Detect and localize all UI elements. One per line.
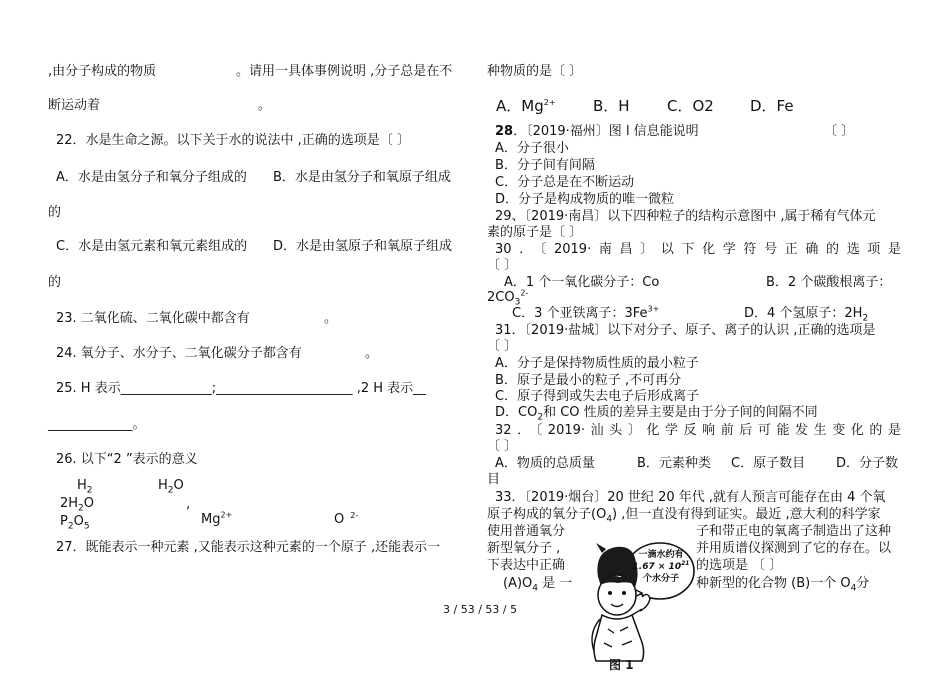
- formula-2h2o-sub: 2: [78, 503, 84, 514]
- q33-option-a-text2: 是 一: [538, 576, 573, 591]
- question-33-line2: [487, 507, 881, 523]
- q22-option-a: A．水是由氢分子和氧分子组成的: [56, 170, 247, 185]
- formula-mg-ion: [201, 512, 232, 528]
- bubble-text-2: [632, 562, 690, 572]
- figure-caption: 图 1: [609, 658, 634, 672]
- q32-option-d-cont: 目: [487, 472, 501, 487]
- formula-o-ion: [334, 512, 358, 528]
- formula-h2-text: H: [77, 478, 87, 493]
- question-33-line5-left: 下表达中正确: [487, 558, 566, 573]
- q30-option-d: [744, 306, 868, 322]
- question-25: 25. H 表示______________;_____________________ ,2 H 表示__: [56, 381, 427, 396]
- formula-o-text: O: [334, 512, 345, 527]
- formula-p2o5-sub2: 5: [83, 521, 90, 532]
- q22-option-d: D．水是由氢原子和氧原子组成: [273, 239, 453, 254]
- q30-option-c-sup: 3+: [647, 304, 660, 314]
- question-31: 31．〔2019·盐城〕以下对分子、原子、离子的认识 ,正确的选项是: [495, 323, 876, 338]
- q30-option-b-cont: [487, 290, 528, 306]
- q33-line2-text2: ) ,但一直没有得到证实。最近 ,意大利的科学家: [612, 507, 881, 522]
- formula-p2o5-sub1: 2: [67, 521, 74, 532]
- left-line-2a: 断运动着: [48, 98, 101, 113]
- left-line-1b: 。请用一具体事例说明 ,分子总是在不: [236, 64, 453, 79]
- question-28: [495, 124, 699, 140]
- page-number: 3 / 53 / 53 / 5: [443, 603, 518, 616]
- q28-option-d: D．分子是构成物质的唯一微粒: [495, 192, 675, 207]
- q32-option-b: B．元素种类: [637, 456, 711, 471]
- q33-option-a-text: (A)O: [503, 576, 533, 591]
- q30-option-c-text: C．3 个亚铁离子：3Fe: [512, 306, 648, 321]
- q30-option-b-formula: 2CO: [487, 290, 515, 305]
- formula-mg-text: Mg: [201, 512, 221, 527]
- question-33-line3-left: 使用普通氧分: [487, 524, 566, 539]
- q30-option-b-sup: 2-: [520, 288, 529, 298]
- q30-option-a: A．1 个一氧化碳分子：Co: [504, 275, 660, 290]
- formula-h2o: [158, 478, 184, 494]
- question-30: 30．〔2019·南昌〕以下化学符号正确的选项是: [495, 242, 901, 257]
- q22-option-d-cont: 的: [48, 275, 62, 290]
- question-30-cont: 〔 〕: [487, 258, 518, 273]
- q31-option-a: A．分子是保持物质性质的最小粒子: [495, 356, 699, 371]
- q28-option-a: A．分子很小: [495, 141, 569, 156]
- q28-option-c: C．分子总是在不断运动: [495, 175, 635, 190]
- formula-h2o-text2: O: [173, 478, 184, 493]
- formula-mg-sup: 2+: [220, 510, 233, 520]
- q23-end: 。: [324, 311, 338, 326]
- question-33-line4-left: 新型氧分子 ,: [487, 541, 561, 556]
- q33-option-a-sub: 4: [532, 583, 539, 594]
- question-25-cont: _____________。: [48, 417, 146, 432]
- q32-option-a: A．物质的总质量: [495, 456, 595, 471]
- question-32: 32．〔2019·汕头〕化学反响前后可能发生变化的是: [495, 423, 901, 438]
- q31-option-c: C．原子得到或失去电子后形成离子: [495, 389, 700, 404]
- left-line-2b: 。: [258, 98, 272, 113]
- question-23: 23. 二氧化硫、二氧化碳中都含有: [56, 311, 250, 326]
- q27-option-b: B．H: [593, 97, 630, 115]
- q22-option-c: C．水是由氢元素和氧元素组成的: [56, 239, 248, 254]
- question-26: 26. 以下“2 ”表示的意义: [56, 452, 198, 467]
- bubble-exponent: 21: [681, 560, 690, 567]
- question-33-line5-right: 的选项是 〔 〕: [696, 558, 783, 573]
- q27-cont: 种物质的是〔 〕: [487, 64, 583, 79]
- q30-option-b-sub: 3: [514, 297, 521, 308]
- q30-option-d-sub: 2: [862, 313, 869, 324]
- left-line-1: [48, 64, 156, 80]
- question-28-number: 28: [495, 124, 514, 139]
- q28-option-b: B．分子间有间隔: [495, 158, 595, 173]
- q22-option-b: B．水是由氢分子和氧原子组成: [273, 170, 451, 185]
- bubble-text-1: 一滴水约有: [638, 550, 684, 560]
- formula-2h2o-text: 2H: [60, 496, 79, 511]
- question-28-bracket: 〔 〕: [824, 124, 855, 139]
- question-31-cont: 〔 〕: [487, 339, 518, 354]
- formula-2h2o-text2: O: [83, 496, 95, 511]
- q31-option-d-text2: 和 CO 性质的差异主要是由于分子间的间隔不同: [543, 405, 818, 420]
- q30-option-d-text: D．4 个氢原子：2H: [744, 306, 863, 321]
- q31-option-b: B．原子是最小的粒子 ,不可再分: [495, 373, 682, 388]
- formula-p2o5-text2: O: [73, 514, 84, 529]
- q27-option-a: [496, 97, 556, 115]
- formula-h2-sub: 2: [86, 485, 93, 496]
- figure-1-illustration: [584, 533, 696, 672]
- question-28-text: ．〔2019·福州〕图 l 信息能说明: [513, 124, 699, 139]
- formula-h2o-text: H: [158, 478, 168, 493]
- q33-line2-text: 原子构成的氧分子(O: [487, 507, 607, 522]
- q27-option-d: D．Fe: [750, 97, 794, 115]
- question-33-line3-right: 子和带正电的氧离子制造出了这种: [696, 524, 892, 539]
- q27-option-c: C．O2: [667, 97, 714, 115]
- formula-p2o5: [60, 514, 90, 530]
- question-29-cont: 素的原子是〔 〕: [487, 225, 583, 240]
- question-27: 27．既能表示一种元素 ,又能表示这种元素的一个原子 ,还能表示一: [56, 540, 441, 555]
- q33-option-a: [503, 576, 572, 592]
- q31-option-d-text: D．CO: [495, 405, 538, 420]
- q33-option-b-text2: 分: [856, 576, 870, 591]
- q32-option-c: C．原子数目: [731, 456, 806, 471]
- q31-option-d-sub: 2: [537, 412, 544, 423]
- formula-p2o5-text: P: [60, 514, 68, 529]
- q31-option-d: [495, 405, 818, 421]
- q22-option-b-cont: 的: [48, 205, 62, 220]
- q33-option-b-text: 种新型的化合物 (B)一个 O: [696, 576, 851, 591]
- q24-end: 。: [365, 346, 379, 361]
- text-molecule-matter: ,由分子构成的物质: [48, 64, 157, 79]
- q32-option-d: D．分子数: [836, 456, 899, 471]
- q33-option-b: [696, 576, 869, 592]
- bubble-number: 1.67 × 10: [632, 562, 682, 572]
- formula-o-sup: 2-: [350, 510, 359, 520]
- question-33-line4-right: 并用质谱仪探测到了它的存在。以: [696, 541, 892, 556]
- question-24: 24. 氧分子、水分子、二氧化碳分子都含有: [56, 346, 302, 361]
- formula-h2o-sub: 2: [167, 485, 174, 496]
- q33-line2-sub: 4: [606, 514, 613, 525]
- q33-option-b-sub: 4: [850, 583, 857, 594]
- question-32-cont: 〔 〕: [487, 439, 518, 454]
- question-33: 33．〔2019·烟台〕20 世纪 20 年代 ,就有人预言可能存在由 4 个氧: [495, 490, 886, 505]
- question-22: 22．水是生命之源。以下关于水的说法中 ,正确的选项是〔 〕: [56, 133, 410, 148]
- q27-option-a-sup: 2+: [543, 98, 556, 107]
- question-29: 29、〔2019·南昌〕以下四种粒子的结构示意图中 ,属于稀有气体元: [495, 209, 876, 224]
- bubble-text-3: 个水分子: [642, 574, 679, 584]
- q27-option-a-text: A．Mg: [496, 97, 544, 115]
- formula-comma: ,: [186, 497, 191, 512]
- q30-option-b: B．2 个碳酸根离子：: [766, 275, 892, 290]
- q30-option-c: [512, 306, 659, 322]
- formula-h2: [77, 478, 93, 494]
- formula-2h2o: [60, 496, 94, 512]
